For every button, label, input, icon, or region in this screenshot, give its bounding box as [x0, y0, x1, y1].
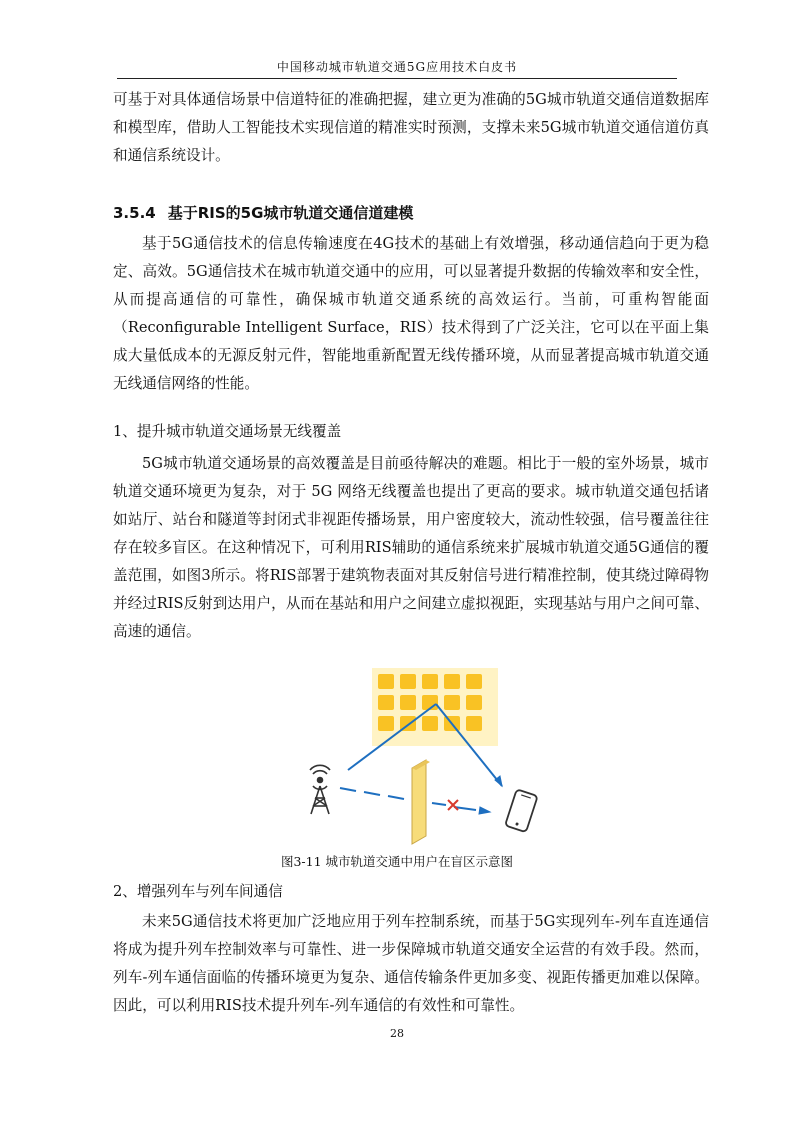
- block-x-mark: [448, 800, 458, 810]
- obstacle-wall: [412, 760, 430, 844]
- section-heading: [113, 202, 413, 223]
- running-header: 中国移动城市轨道交通5G应用技术白皮书: [276, 60, 518, 74]
- base-station-icon: [310, 765, 330, 814]
- ris-elements: [378, 674, 482, 731]
- section-title: 基于RIS的5G城市轨道交通信道建模: [167, 204, 414, 222]
- intro-paragraph: 可基于对具体通信场景中信道特征的准确把握，建立更为准确的5G城市轨道交通信道数据库和模型库，借助人工智能技术实现信道的精准实时预测，支撑未来5G城市轨道交通信道仿真和通信系统设计。: [113, 91, 709, 164]
- paragraph-ris-intro: 基于5G通信技术的信息传输速度在4G技术的基础上有效增强，移动通信趋向于更为稳定、高效。5G通信技术在城市轨道交通中的应用，可以显著提升数据的传输效率和安全性，从而提高通信的可靠性，确保城市轨道交通系统的高效运行。当前，可重构智能面（Reconfigurable Intelligent Surface，RIS）技术得到了广泛关注，它可以在平面上集成大量低成本的无源反射元件，智能地重新配置无线传播环境，从而显著提高城市轨道交通无线通信网络的性能。: [113, 235, 709, 392]
- list-item-1: 1、提升城市轨道交通场景无线覆盖: [113, 423, 342, 440]
- paragraph-train-comm: 未来5G通信技术将更加广泛地应用于列车控制系统，而基于5G实现列车-列车直连通信将成为提升列车控制效率与可靠性、进一步保障城市轨道交通安全运营的有效手段。然而，列车-列车通信面临的传播环境更为复杂、通信传输条件更加多变、视距传播更加难以保障。因此，可以利用RIS技术提升列车-列车通信的有效性和可靠性。: [113, 913, 709, 1014]
- user-phone-icon: [505, 789, 538, 832]
- list-item-2: 2、增强列车与列车间通信: [113, 883, 283, 900]
- section-number: 3.5.4: [113, 204, 156, 222]
- header-rule: [117, 78, 677, 79]
- figure-blind-zone-diagram: [290, 668, 570, 848]
- figure-caption: 图3-11 城市轨道交通中用户在盲区示意图: [280, 854, 514, 869]
- paragraph-coverage: 5G城市轨道交通场景的高效覆盖是目前亟待解决的难题。相比于一般的室外场景，城市轨道交通环境更为复杂，对于 5G 网络无线覆盖也提出了更高的要求。城市轨道交通包括诸如站厅、站台和隧道等封闭式非视距传播场景，用户密度较大，流动性较强，信号覆盖往往存在较多盲区。在这种情况下，可利用RIS辅助的通信系统来扩展城市轨道交通5G通信的覆盖范围，如图3所示。将RIS部署于建筑物表面对其反射信号进行精准控制，使其绕过障碍物并经过RIS反射到达用户，从而在基站和用户之间建立虚拟视距，实现基站与用户之间可靠、高速的通信。: [113, 455, 709, 640]
- page-number: 28: [390, 1027, 404, 1040]
